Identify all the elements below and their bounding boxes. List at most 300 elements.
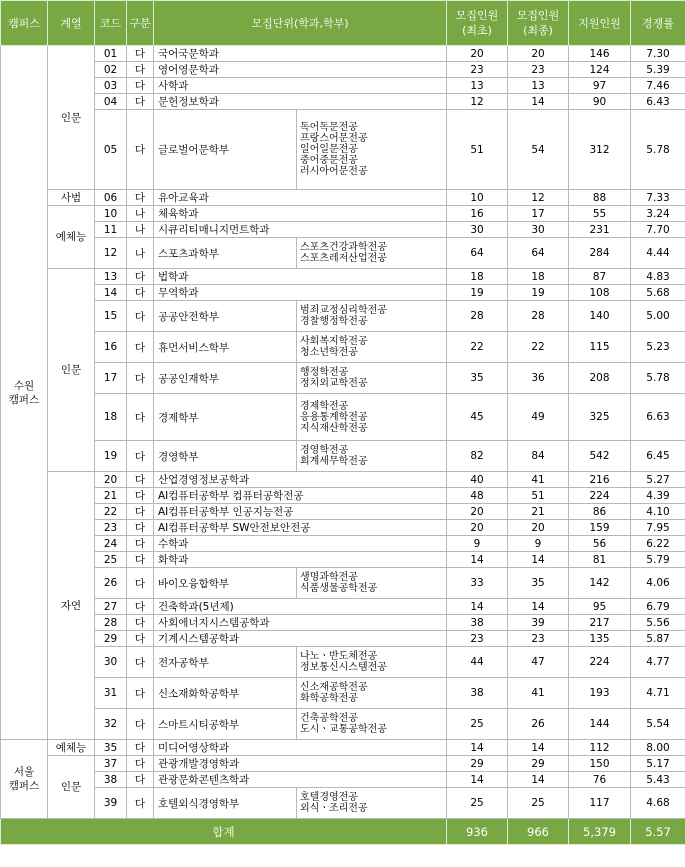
- final-count-cell: 64: [508, 238, 569, 269]
- ratio-cell: 4.44: [631, 238, 685, 269]
- code-cell: 35: [95, 740, 127, 756]
- initial-count-cell: 23: [447, 62, 508, 78]
- header-group: 구분: [127, 1, 154, 46]
- group-cell: 다: [127, 756, 154, 772]
- initial-count-cell: 29: [447, 756, 508, 772]
- category-cell: 인문: [48, 756, 95, 819]
- ratio-cell: 5.78: [631, 363, 685, 394]
- applicants-cell: 217: [569, 615, 631, 631]
- group-cell: 다: [127, 520, 154, 536]
- major-item: 경영학전공: [300, 445, 349, 456]
- major-item: 정보통신시스템전공: [300, 662, 387, 673]
- group-cell: 다: [127, 647, 154, 678]
- applicants-cell: 150: [569, 756, 631, 772]
- code-cell: 24: [95, 536, 127, 552]
- final-count-cell: 23: [508, 62, 569, 78]
- ratio-cell: 4.06: [631, 568, 685, 599]
- total-final: 966: [508, 819, 569, 845]
- group-cell: 다: [127, 285, 154, 301]
- initial-count-cell: 22: [447, 332, 508, 363]
- applicants-cell: 216: [569, 472, 631, 488]
- table-row: [1, 568, 685, 599]
- major-item: 회계세무학전공: [300, 456, 368, 467]
- category-cell: 사범: [48, 190, 95, 206]
- initial-count-cell: 45: [447, 394, 508, 441]
- major-item: 도시ㆍ교통공학전공: [300, 724, 387, 735]
- ratio-cell: 4.68: [631, 788, 685, 819]
- code-cell: 21: [95, 488, 127, 504]
- code-cell: 22: [95, 504, 127, 520]
- major-list-cell: [297, 441, 447, 472]
- applicants-cell: 76: [569, 772, 631, 788]
- ratio-cell: 5.87: [631, 631, 685, 647]
- initial-count-cell: 44: [447, 647, 508, 678]
- major-list-cell: [297, 110, 447, 190]
- applicants-cell: 135: [569, 631, 631, 647]
- table-row: [1, 631, 685, 647]
- header-final: 모집인원 (최종): [508, 1, 569, 46]
- unit-name-cell: 시큐리티매니지먼트학과: [154, 222, 447, 238]
- ratio-cell: 5.23: [631, 332, 685, 363]
- code-cell: 02: [95, 62, 127, 78]
- final-count-cell: 28: [508, 301, 569, 332]
- final-count-cell: 49: [508, 394, 569, 441]
- unit-name-cell: 미디어영상학과: [154, 740, 447, 756]
- major-item: 독어독문전공: [300, 122, 358, 133]
- applicants-cell: 124: [569, 62, 631, 78]
- final-count-cell: 41: [508, 472, 569, 488]
- code-cell: 04: [95, 94, 127, 110]
- unit-name-cell: 사학과: [154, 78, 447, 94]
- campus-cell: 서울 캠퍼스: [1, 740, 48, 819]
- final-count-cell: 54: [508, 110, 569, 190]
- major-item: 나노ㆍ반도체전공: [300, 651, 378, 662]
- final-count-cell: 29: [508, 756, 569, 772]
- code-cell: 10: [95, 206, 127, 222]
- major-item: 화학공학전공: [300, 693, 358, 704]
- group-cell: 다: [127, 269, 154, 285]
- major-item: 정치외교학전공: [300, 378, 368, 389]
- major-item: 경제학전공: [300, 400, 349, 412]
- unit-name-cell: 바이오융합학부: [154, 568, 297, 599]
- unit-name-cell: 건축학과(5년제): [154, 599, 447, 615]
- initial-count-cell: 12: [447, 94, 508, 110]
- table-row: [1, 504, 685, 520]
- initial-count-cell: 28: [447, 301, 508, 332]
- ratio-cell: 5.00: [631, 301, 685, 332]
- ratio-cell: 8.00: [631, 740, 685, 756]
- unit-name-cell: 공공인재학부: [154, 363, 297, 394]
- initial-count-cell: 14: [447, 740, 508, 756]
- table-row: [1, 647, 685, 678]
- major-item: 스포츠건강과학전공: [300, 242, 387, 253]
- major-item: 일어일문전공: [300, 144, 358, 155]
- ratio-cell: 6.63: [631, 394, 685, 441]
- table-row: [1, 285, 685, 301]
- group-cell: 다: [127, 46, 154, 62]
- category-cell: 인문: [48, 269, 95, 472]
- table-row: [1, 110, 685, 190]
- final-count-cell: 14: [508, 772, 569, 788]
- table-row: [1, 301, 685, 332]
- group-cell: 다: [127, 363, 154, 394]
- code-cell: 23: [95, 520, 127, 536]
- code-cell: 38: [95, 772, 127, 788]
- unit-name-cell: 관광문화콘텐츠학과: [154, 772, 447, 788]
- applicants-cell: 108: [569, 285, 631, 301]
- applicants-cell: 55: [569, 206, 631, 222]
- major-item: 생명과학전공: [300, 572, 358, 583]
- final-count-cell: 47: [508, 647, 569, 678]
- major-item: 경찰행정학전공: [300, 316, 368, 327]
- unit-name-cell: 유아교육과: [154, 190, 447, 206]
- table-row: [1, 678, 685, 709]
- group-cell: 다: [127, 678, 154, 709]
- final-count-cell: 20: [508, 46, 569, 62]
- major-list-cell: [297, 394, 447, 441]
- code-cell: 16: [95, 332, 127, 363]
- initial-count-cell: 64: [447, 238, 508, 269]
- group-cell: 나: [127, 206, 154, 222]
- applicants-cell: 90: [569, 94, 631, 110]
- header-applicants: 지원인원: [569, 1, 631, 46]
- table-row: [1, 332, 685, 363]
- table-row: [1, 269, 685, 285]
- unit-name-cell: 무역학과: [154, 285, 447, 301]
- ratio-cell: 4.83: [631, 269, 685, 285]
- ratio-cell: 5.17: [631, 756, 685, 772]
- applicants-cell: 112: [569, 740, 631, 756]
- ratio-cell: 4.77: [631, 647, 685, 678]
- initial-count-cell: 40: [447, 472, 508, 488]
- unit-name-cell: 체육학과: [154, 206, 447, 222]
- ratio-cell: 7.46: [631, 78, 685, 94]
- group-cell: 다: [127, 488, 154, 504]
- ratio-cell: 5.43: [631, 772, 685, 788]
- initial-count-cell: 18: [447, 269, 508, 285]
- table-row: [1, 238, 685, 269]
- unit-name-cell: 사회에너지시스템공학과: [154, 615, 447, 631]
- code-cell: 14: [95, 285, 127, 301]
- group-cell: 다: [127, 472, 154, 488]
- table-row: [1, 394, 685, 441]
- major-item: 사회복지학전공: [300, 336, 368, 347]
- major-list-cell: [297, 332, 447, 363]
- major-item: 신소재공학전공: [300, 682, 368, 693]
- code-cell: 11: [95, 222, 127, 238]
- major-item: 청소년학전공: [300, 347, 358, 358]
- code-cell: 03: [95, 78, 127, 94]
- applicants-cell: 142: [569, 568, 631, 599]
- unit-name-cell: 수학과: [154, 536, 447, 552]
- unit-name-cell: 공공안전학부: [154, 301, 297, 332]
- major-item: 러시아어문전공: [300, 166, 368, 177]
- applicants-cell: 144: [569, 709, 631, 740]
- code-cell: 25: [95, 552, 127, 568]
- final-count-cell: 14: [508, 599, 569, 615]
- initial-count-cell: 30: [447, 222, 508, 238]
- ratio-cell: 4.39: [631, 488, 685, 504]
- group-cell: 다: [127, 441, 154, 472]
- header-initial: 모집인원 (최초): [447, 1, 508, 46]
- group-cell: 나: [127, 238, 154, 269]
- unit-name-cell: 기계시스템공학과: [154, 631, 447, 647]
- applicants-cell: 56: [569, 536, 631, 552]
- campus-cell: 수원 캠퍼스: [1, 46, 48, 740]
- applicants-cell: 542: [569, 441, 631, 472]
- unit-name-cell: 글로벌어문학부: [154, 110, 297, 190]
- final-count-cell: 14: [508, 740, 569, 756]
- code-cell: 27: [95, 599, 127, 615]
- code-cell: 05: [95, 110, 127, 190]
- header-row: [1, 1, 685, 46]
- group-cell: 다: [127, 190, 154, 206]
- applicants-cell: 224: [569, 647, 631, 678]
- major-list-cell: [297, 568, 447, 599]
- applicants-cell: 86: [569, 504, 631, 520]
- applicants-cell: 159: [569, 520, 631, 536]
- total-label: 합계: [1, 819, 447, 845]
- table-row: [1, 520, 685, 536]
- major-item: 지식재산학전공: [300, 422, 368, 434]
- group-cell: 다: [127, 740, 154, 756]
- final-count-cell: 35: [508, 568, 569, 599]
- applicants-cell: 140: [569, 301, 631, 332]
- total-initial: 936: [447, 819, 508, 845]
- table-row: [1, 756, 685, 772]
- code-cell: 13: [95, 269, 127, 285]
- unit-name-cell: 관광개발경영학과: [154, 756, 447, 772]
- group-cell: 다: [127, 536, 154, 552]
- header-category: 계열: [48, 1, 95, 46]
- initial-count-cell: 38: [447, 678, 508, 709]
- major-item: 프랑스어문전공: [300, 133, 368, 144]
- category-cell: 예체능: [48, 206, 95, 269]
- category-cell: 예체능: [48, 740, 95, 756]
- major-list-cell: [297, 301, 447, 332]
- initial-count-cell: 23: [447, 631, 508, 647]
- final-count-cell: 19: [508, 285, 569, 301]
- initial-count-cell: 25: [447, 788, 508, 819]
- applicants-cell: 97: [569, 78, 631, 94]
- code-cell: 01: [95, 46, 127, 62]
- initial-count-cell: 20: [447, 520, 508, 536]
- initial-count-cell: 14: [447, 599, 508, 615]
- major-item: 응용통계학전공: [300, 411, 368, 423]
- unit-name-cell: AI컴퓨터공학부 SW안전보안전공: [154, 520, 447, 536]
- unit-name-cell: 휴먼서비스학부: [154, 332, 297, 363]
- applicants-cell: 81: [569, 552, 631, 568]
- final-count-cell: 26: [508, 709, 569, 740]
- applicants-cell: 87: [569, 269, 631, 285]
- group-cell: 다: [127, 110, 154, 190]
- group-cell: 다: [127, 301, 154, 332]
- table-row: [1, 788, 685, 819]
- unit-name-cell: AI컴퓨터공학부 인공지능전공: [154, 504, 447, 520]
- unit-name-cell: 경제학부: [154, 394, 297, 441]
- initial-count-cell: 14: [447, 772, 508, 788]
- initial-count-cell: 48: [447, 488, 508, 504]
- group-cell: 다: [127, 332, 154, 363]
- ratio-cell: 5.79: [631, 552, 685, 568]
- table-row: [1, 46, 685, 62]
- unit-name-cell: 국어국문학과: [154, 46, 447, 62]
- final-count-cell: 25: [508, 788, 569, 819]
- header-code: 코드: [95, 1, 127, 46]
- ratio-cell: 5.78: [631, 110, 685, 190]
- code-cell: 18: [95, 394, 127, 441]
- ratio-cell: 5.56: [631, 615, 685, 631]
- initial-count-cell: 16: [447, 206, 508, 222]
- table-row: [1, 62, 685, 78]
- applicants-cell: 95: [569, 599, 631, 615]
- major-item: 외식ㆍ조리전공: [300, 803, 368, 814]
- code-cell: 20: [95, 472, 127, 488]
- unit-name-cell: 호텔외식경영학부: [154, 788, 297, 819]
- major-item: 식품생물공학전공: [300, 583, 378, 594]
- code-cell: 15: [95, 301, 127, 332]
- major-list-cell: [297, 238, 447, 269]
- code-cell: 39: [95, 788, 127, 819]
- initial-count-cell: 13: [447, 78, 508, 94]
- initial-count-cell: 20: [447, 504, 508, 520]
- applicants-cell: 224: [569, 488, 631, 504]
- major-item: 중어중문전공: [300, 155, 358, 166]
- major-item: 건축공학전공: [300, 713, 358, 724]
- ratio-cell: 5.27: [631, 472, 685, 488]
- group-cell: 다: [127, 62, 154, 78]
- applicants-cell: 231: [569, 222, 631, 238]
- final-count-cell: 21: [508, 504, 569, 520]
- group-cell: 다: [127, 788, 154, 819]
- applicants-cell: 193: [569, 678, 631, 709]
- ratio-cell: 6.43: [631, 94, 685, 110]
- table-row: [1, 190, 685, 206]
- ratio-cell: 7.30: [631, 46, 685, 62]
- code-cell: 17: [95, 363, 127, 394]
- ratio-cell: 5.68: [631, 285, 685, 301]
- final-count-cell: 18: [508, 269, 569, 285]
- initial-count-cell: 9: [447, 536, 508, 552]
- group-cell: 나: [127, 222, 154, 238]
- code-cell: 37: [95, 756, 127, 772]
- table-row: [1, 615, 685, 631]
- final-count-cell: 22: [508, 332, 569, 363]
- initial-count-cell: 33: [447, 568, 508, 599]
- final-count-cell: 13: [508, 78, 569, 94]
- ratio-cell: 4.10: [631, 504, 685, 520]
- table-row: [1, 441, 685, 472]
- code-cell: 06: [95, 190, 127, 206]
- unit-name-cell: 신소재화학공학부: [154, 678, 297, 709]
- major-item: 행정학전공: [300, 367, 349, 378]
- applicants-cell: 117: [569, 788, 631, 819]
- major-item: 범죄교정심리학전공: [300, 305, 387, 316]
- unit-name-cell: AI컴퓨터공학부 컴퓨터공학전공: [154, 488, 447, 504]
- final-count-cell: 20: [508, 520, 569, 536]
- table-row: [1, 78, 685, 94]
- group-cell: 다: [127, 568, 154, 599]
- group-cell: 다: [127, 504, 154, 520]
- code-cell: 31: [95, 678, 127, 709]
- major-item: 스포츠레저산업전공: [300, 253, 387, 264]
- total-row: [1, 819, 685, 845]
- final-count-cell: 36: [508, 363, 569, 394]
- group-cell: 다: [127, 94, 154, 110]
- table-row: [1, 599, 685, 615]
- unit-name-cell: 전자공학부: [154, 647, 297, 678]
- ratio-cell: 5.39: [631, 62, 685, 78]
- group-cell: 다: [127, 599, 154, 615]
- ratio-cell: 7.70: [631, 222, 685, 238]
- table-row: [1, 552, 685, 568]
- final-count-cell: 51: [508, 488, 569, 504]
- table-row: [1, 363, 685, 394]
- ratio-cell: 6.22: [631, 536, 685, 552]
- major-list-cell: [297, 363, 447, 394]
- final-count-cell: 17: [508, 206, 569, 222]
- table-row: [1, 222, 685, 238]
- applicants-cell: 312: [569, 110, 631, 190]
- final-count-cell: 23: [508, 631, 569, 647]
- unit-name-cell: 화학과: [154, 552, 447, 568]
- code-cell: 30: [95, 647, 127, 678]
- major-list-cell: [297, 647, 447, 678]
- unit-name-cell: 경영학부: [154, 441, 297, 472]
- code-cell: 32: [95, 709, 127, 740]
- applicants-cell: 88: [569, 190, 631, 206]
- unit-name-cell: 문헌정보학과: [154, 94, 447, 110]
- major-list-cell: [297, 709, 447, 740]
- unit-name-cell: 스마트시티공학부: [154, 709, 297, 740]
- header-campus: 캠퍼스: [1, 1, 48, 46]
- applicants-cell: 208: [569, 363, 631, 394]
- table-row: [1, 740, 685, 756]
- initial-count-cell: 25: [447, 709, 508, 740]
- code-cell: 19: [95, 441, 127, 472]
- applicants-cell: 115: [569, 332, 631, 363]
- group-cell: 다: [127, 631, 154, 647]
- table-row: [1, 709, 685, 740]
- code-cell: 26: [95, 568, 127, 599]
- initial-count-cell: 14: [447, 552, 508, 568]
- applicants-cell: 284: [569, 238, 631, 269]
- table-row: [1, 94, 685, 110]
- final-count-cell: 41: [508, 678, 569, 709]
- group-cell: 다: [127, 615, 154, 631]
- category-cell: 인문: [48, 46, 95, 190]
- group-cell: 다: [127, 772, 154, 788]
- unit-name-cell: 스포츠과학부: [154, 238, 297, 269]
- initial-count-cell: 82: [447, 441, 508, 472]
- table-row: [1, 772, 685, 788]
- code-cell: 29: [95, 631, 127, 647]
- ratio-cell: 5.54: [631, 709, 685, 740]
- table-row: [1, 536, 685, 552]
- category-cell: 자연: [48, 472, 95, 740]
- group-cell: 다: [127, 709, 154, 740]
- initial-count-cell: 35: [447, 363, 508, 394]
- applicants-cell: 325: [569, 394, 631, 441]
- group-cell: 다: [127, 394, 154, 441]
- major-item: 호텔경영전공: [300, 792, 358, 803]
- final-count-cell: 14: [508, 94, 569, 110]
- applicants-cell: 146: [569, 46, 631, 62]
- final-count-cell: 30: [508, 222, 569, 238]
- initial-count-cell: 19: [447, 285, 508, 301]
- final-count-cell: 39: [508, 615, 569, 631]
- ratio-cell: 7.95: [631, 520, 685, 536]
